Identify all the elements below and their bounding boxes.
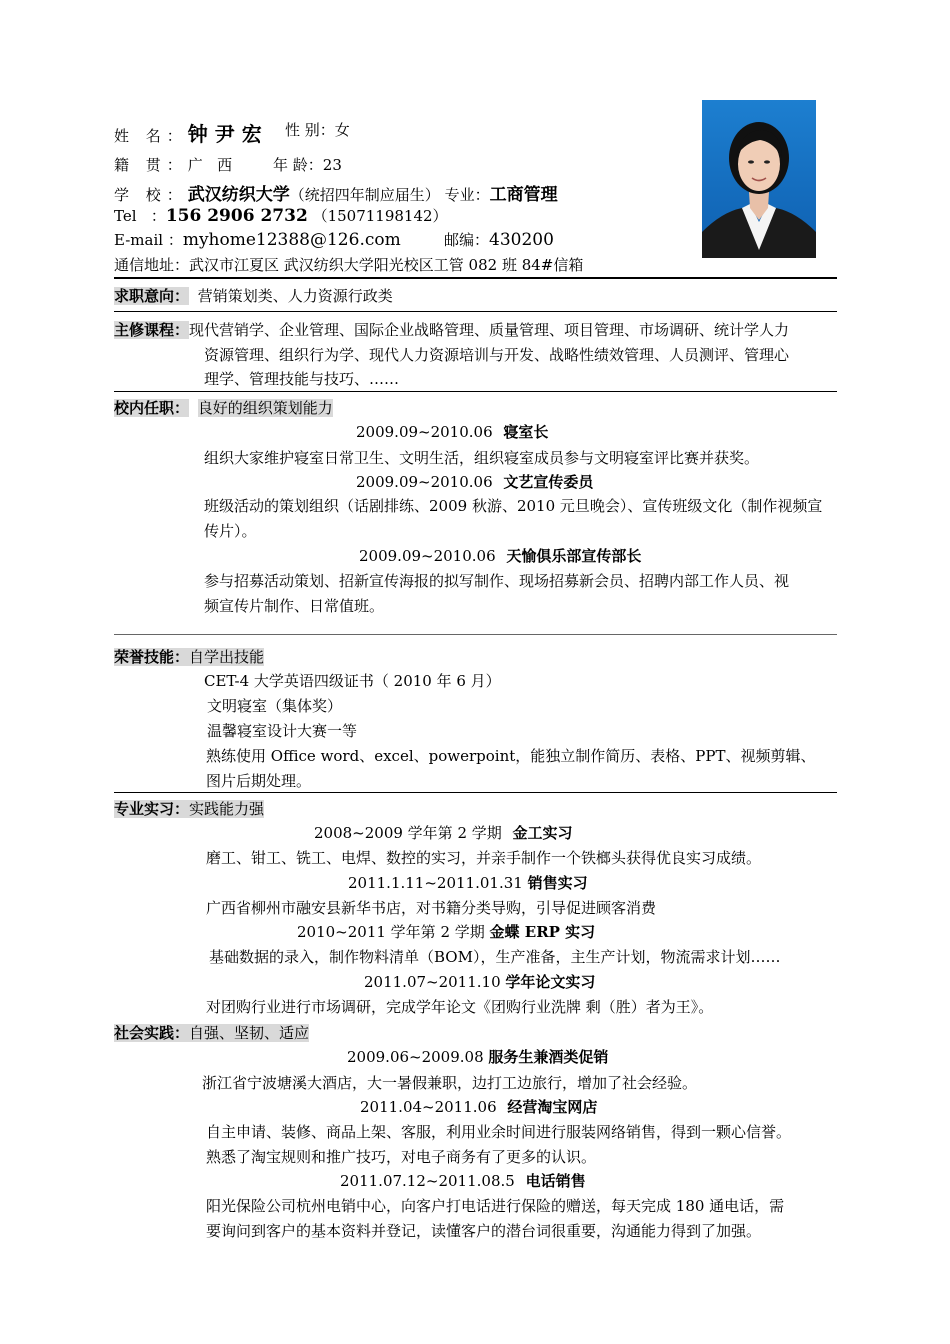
- entry-date: 2011.1.11~2011.01.31: [348, 874, 523, 892]
- divider: [114, 311, 837, 312]
- gender-label: 性 别：: [285, 121, 335, 139]
- social-title: 社会实践：: [114, 1024, 190, 1042]
- entry-desc: 传片）。: [204, 522, 257, 540]
- social-section: [114, 1022, 309, 1043]
- entry-role: 服务生兼酒类促销: [488, 1048, 609, 1066]
- age-row: [273, 154, 342, 175]
- entry-date: 2009.06~2009.08: [347, 1048, 484, 1066]
- origin-row: [114, 154, 232, 175]
- campus-title: 校内任职：: [114, 399, 190, 417]
- entry-date-title: [356, 471, 593, 492]
- campus-subtitle: 良好的组织策划能力: [197, 399, 333, 417]
- entry-date-title: [340, 1170, 586, 1191]
- courses-section: [114, 319, 789, 340]
- age-value: 23: [322, 156, 342, 174]
- entry-desc: 频宣传片制作、日常值班。: [204, 597, 385, 615]
- entry-date: 2009.09~2010.06: [359, 547, 496, 565]
- origin-value: 广 西: [187, 156, 233, 174]
- entry-desc: 阳光保险公司杭州电销中心，向客户打电话进行保险的赠送，每天完成 180 通电话，需: [206, 1197, 785, 1215]
- entry-desc: 广西省柳州市融安县新华书店，对书籍分类导购，引导促进顾客消费: [206, 899, 657, 917]
- entry-desc: 组织大家维护寝室日常卫生、文明生活，组织寝室成员参与文明寝室评比赛并获奖。: [204, 449, 760, 467]
- major-value: 工商管理: [489, 185, 558, 205]
- address-row: [114, 254, 583, 275]
- objective-title: 求职意向：: [114, 287, 190, 305]
- origin-label: 籍 贯：: [114, 156, 188, 174]
- entry-date-title: [348, 872, 588, 893]
- entry-date-title: [364, 971, 595, 992]
- entry-role: 销售实习: [527, 874, 588, 892]
- objective-text: 营销策划类、人力资源行政类: [197, 287, 393, 305]
- entry-role: 电话销售: [525, 1172, 586, 1190]
- divider: [114, 277, 837, 279]
- objective-section: [114, 285, 393, 306]
- internship-subtitle: 实践能力强: [189, 800, 265, 818]
- courses-line: 资源管理、组织行为学、现代人力资源培训与开发、战略性绩效管理、人员测评、管理心: [204, 346, 790, 364]
- entry-date-title: [347, 1046, 608, 1067]
- entry-role: 天愉俱乐部宣传部长: [506, 547, 642, 565]
- divider: [114, 634, 837, 635]
- entry-date: 2009.09~2010.06: [356, 423, 493, 441]
- entry-date: 2010~2011 学年第 2 学期: [297, 923, 485, 941]
- courses-line: 现代营销学、企业管理、国际企业战略管理、质量管理、项目管理、市场调研、统计学人力: [189, 321, 790, 339]
- tel-label: Tel ：: [114, 207, 166, 225]
- entry-date-title: [314, 822, 573, 843]
- entry-desc: 浙江省宁波塘溪大酒店，大一暑假兼职，边打工边旅行，增加了社会经验。: [202, 1074, 698, 1092]
- entry-desc: 磨工、钳工、铣工、电焊、数控的实习，并亲手制作一个铁榔头获得优良实习成绩。: [206, 849, 762, 867]
- name-label: 姓 名：: [114, 127, 188, 145]
- divider: [114, 792, 837, 793]
- entry-role: 学年论文实习: [505, 973, 596, 991]
- entry-desc: 基础数据的录入，制作物料清单（BOM），生产准备，主生产计划，物流需求计划……: [209, 948, 781, 966]
- entry-role: 金工实习: [512, 824, 573, 842]
- courses-line: 理学、管理技能与技巧、……: [204, 370, 400, 388]
- honor-item: 温馨寝室设计大赛一等: [207, 722, 358, 740]
- postcode-row: [444, 229, 554, 250]
- school-label: 学 校：: [114, 186, 188, 204]
- school-note: （统招四年制应届生）: [289, 186, 440, 204]
- entry-date-title: [356, 421, 548, 442]
- entry-role: 文艺宣传委员: [503, 473, 594, 491]
- name-row: [114, 118, 262, 147]
- postcode-value: 430200: [489, 230, 554, 250]
- tel-value: 156 2906 2732: [165, 206, 308, 226]
- entry-desc: 自主申请、装修、商品上架、客服，利用业余时间进行服装网络销售，得到一颗心信誉。: [206, 1123, 792, 1141]
- social-subtitle: 自强、坚韧、适应: [189, 1024, 310, 1042]
- entry-desc: 熟悉了淘宝规则和推广技巧，对电子商务有了更多的认识。: [206, 1148, 597, 1166]
- entry-date-title: [360, 1096, 597, 1117]
- gender-row: [285, 119, 350, 140]
- entry-desc: 要询问到客户的基本资料并登记，读懂客户的潜台词很重要，沟通能力得到了加强。: [206, 1222, 762, 1240]
- address-label: 通信地址：: [114, 256, 190, 274]
- entry-desc: 对团购行业进行市场调研，完成学年论文《团购行业洗牌 剩（胜）者为王》。: [206, 998, 714, 1016]
- honors-subtitle: 自学出技能: [189, 648, 265, 666]
- school-value: 武汉纺织大学: [187, 185, 290, 205]
- entry-date: 2008~2009 学年第 2 学期: [314, 824, 502, 842]
- entry-date: 2011.07~2011.10: [364, 973, 501, 991]
- divider: [114, 391, 837, 392]
- honors-section: [114, 646, 264, 667]
- name-value: 钟 尹 宏: [187, 122, 262, 146]
- honor-item: 文明寝室（集体奖）: [207, 697, 343, 715]
- email-value: myhome12388@126.com: [182, 230, 401, 250]
- entry-role: 金蝶 ERP 实习: [489, 923, 596, 941]
- school-row: [114, 180, 558, 205]
- entry-desc: 班级活动的策划组织（话剧排练、2009 秋游、2010 元旦晚会）、宣传班级文化（制作视频宣: [204, 497, 823, 515]
- honor-item: CET-4 大学英语四级证书（ 2010 年 6 月）: [204, 672, 501, 690]
- entry-date: 2009.09~2010.06: [356, 473, 493, 491]
- email-label: E-mail ：: [114, 231, 183, 249]
- entry-desc: 参与招募活动策划、招新宣传海报的拟写制作、现场招募新会员、招聘内部工作人员、视: [204, 572, 790, 590]
- gender-value: 女: [334, 121, 350, 139]
- entry-date: 2011.07.12~2011.08.5: [340, 1172, 515, 1190]
- entry-date-title: [359, 545, 641, 566]
- internship-title: 专业实习：: [114, 800, 190, 818]
- profile-photo: [702, 100, 816, 258]
- entry-role: 经营淘宝网店: [507, 1098, 598, 1116]
- major-label: 专业：: [444, 186, 490, 204]
- honors-title: 荣誉技能：: [114, 648, 190, 666]
- entry-date: 2011.04~2011.06: [360, 1098, 497, 1116]
- honor-item: 图片后期处理。: [206, 772, 312, 790]
- honor-item: 熟练使用 Office word、excel、powerpoint，能独立制作简历、表格、PPT、视频剪辑、: [206, 747, 816, 765]
- courses-title: 主修课程：: [114, 321, 190, 339]
- tel-row: [114, 205, 448, 226]
- internship-section: [114, 798, 264, 819]
- email-row: [114, 229, 401, 250]
- tel-alt: （15071198142）: [312, 207, 448, 225]
- address-value: 武汉市江夏区 武汉纺织大学阳光校区工管 082 班 84#信箱: [189, 256, 584, 274]
- campus-section: [114, 397, 333, 418]
- entry-role: 寝室长: [503, 423, 549, 441]
- postcode-label: 邮编：: [444, 231, 490, 249]
- age-label: 年 龄：: [273, 156, 323, 174]
- entry-date-title: [297, 921, 595, 942]
